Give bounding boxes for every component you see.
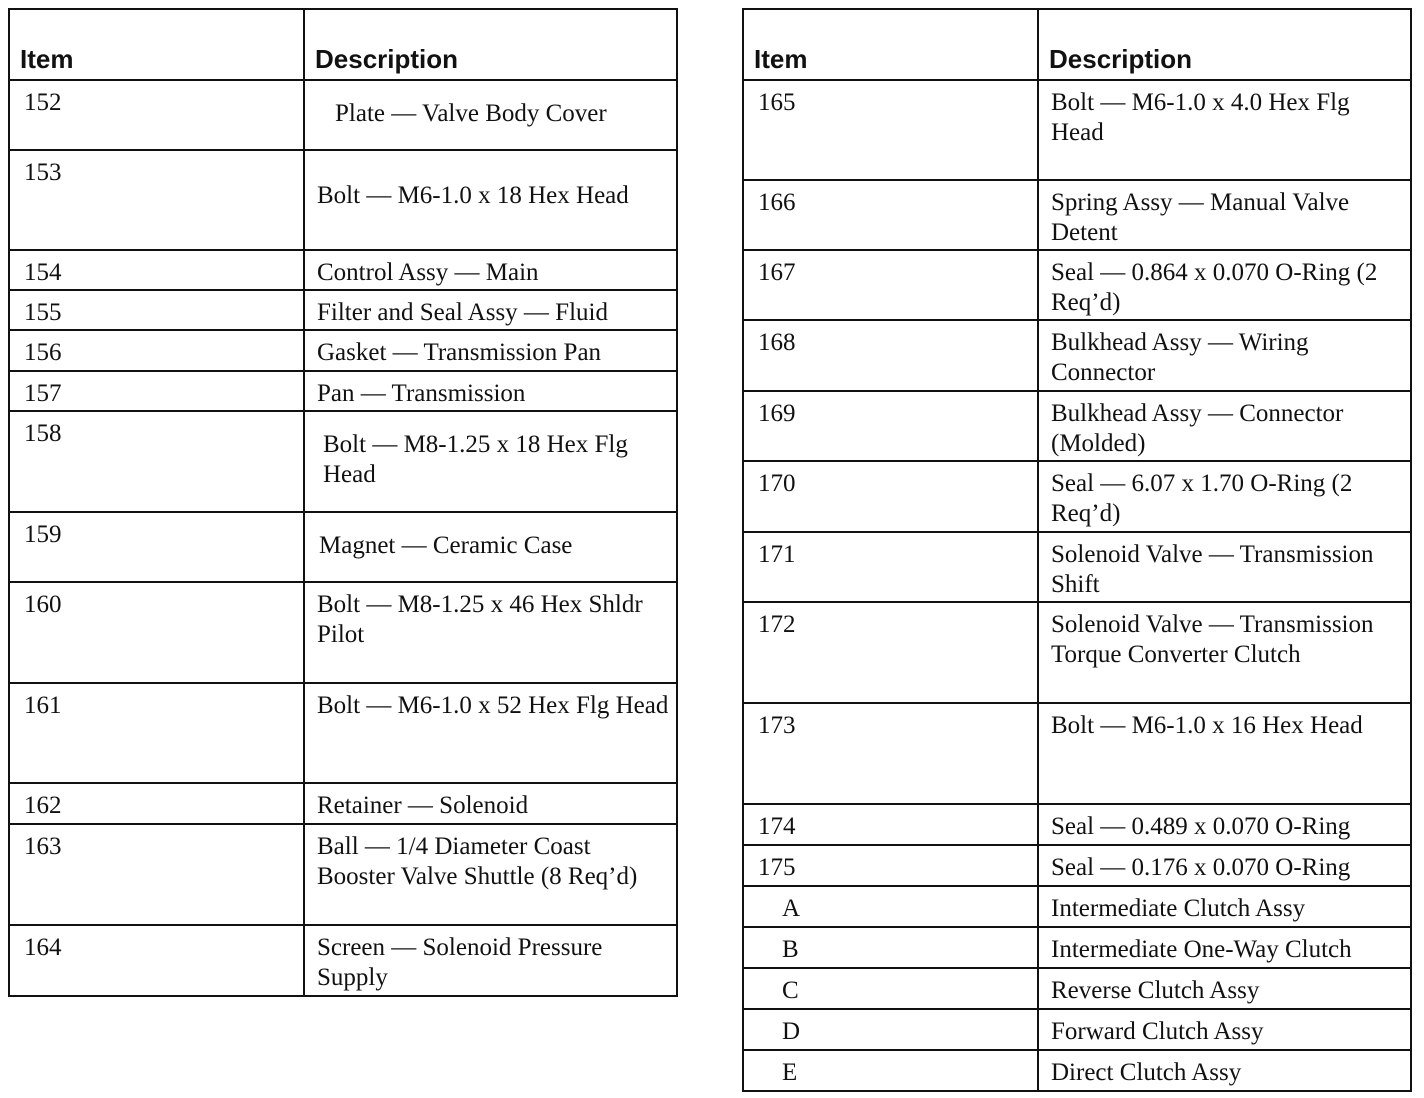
item-number: 164 xyxy=(9,925,304,996)
item-number: 169 xyxy=(743,391,1038,461)
table-row xyxy=(9,330,677,371)
item-number: 165 xyxy=(743,80,1038,180)
item-letter: D xyxy=(743,1009,1038,1050)
item-description: Direct Clutch Assy xyxy=(1038,1050,1411,1091)
column-header-item: Item xyxy=(9,9,304,80)
item-number: 167 xyxy=(743,250,1038,320)
item-number: 156 xyxy=(9,330,304,371)
item-description: Seal — 0.864 x 0.070 O-Ring (2 Req’d) xyxy=(1038,250,1411,320)
table-row xyxy=(743,968,1411,1009)
column-header-item: Item xyxy=(743,9,1038,80)
table-row xyxy=(9,411,677,512)
item-number: 161 xyxy=(9,683,304,783)
item-number: 173 xyxy=(743,703,1038,804)
item-number: 171 xyxy=(743,532,1038,602)
item-number: 153 xyxy=(9,150,304,250)
table-row xyxy=(743,1050,1411,1091)
table-row xyxy=(9,290,677,330)
item-number: 158 xyxy=(9,411,304,512)
table-row xyxy=(743,602,1411,703)
item-description: Reverse Clutch Assy xyxy=(1038,968,1411,1009)
item-description: Solenoid Valve — Transmission Shift xyxy=(1038,532,1411,602)
table-row xyxy=(743,703,1411,804)
item-number: 152 xyxy=(9,80,304,150)
item-description: Bolt — M6-1.0 x 18 Hex Head xyxy=(304,150,677,250)
table-row xyxy=(743,461,1411,532)
parts-table-left xyxy=(8,8,678,997)
table-row xyxy=(9,783,677,824)
item-number: 157 xyxy=(9,371,304,411)
item-description: Filter and Seal Assy — Fluid xyxy=(304,290,677,330)
table-row xyxy=(743,391,1411,461)
item-description: Intermediate Clutch Assy xyxy=(1038,886,1411,927)
item-number: 163 xyxy=(9,824,304,925)
item-description: Bulkhead Assy — Connector (Molded) xyxy=(1038,391,1411,461)
item-number: 162 xyxy=(9,783,304,824)
table-header-row xyxy=(9,9,677,80)
item-description: Plate — Valve Body Cover xyxy=(304,80,677,150)
table-row xyxy=(743,80,1411,180)
table-row xyxy=(743,532,1411,602)
item-description: Seal — 6.07 x 1.70 O-Ring (2 Req’d) xyxy=(1038,461,1411,532)
item-description: Forward Clutch Assy xyxy=(1038,1009,1411,1050)
table-row xyxy=(743,180,1411,250)
item-description: Screen — Solenoid Pressure Supply xyxy=(304,925,677,996)
item-description: Control Assy — Main xyxy=(304,250,677,290)
table-row xyxy=(9,250,677,290)
item-number: 168 xyxy=(743,320,1038,391)
item-number: 159 xyxy=(9,512,304,582)
table-row xyxy=(9,925,677,996)
item-number: 160 xyxy=(9,582,304,683)
item-description: Bolt — M6-1.0 x 4.0 Hex Flg Head xyxy=(1038,80,1411,180)
table-row xyxy=(9,512,677,582)
item-description: Pan — Transmission xyxy=(304,371,677,411)
item-letter: A xyxy=(743,886,1038,927)
table-row xyxy=(743,845,1411,886)
item-number: 155 xyxy=(9,290,304,330)
column-header-description: Description xyxy=(304,9,677,80)
item-description: Seal — 0.489 x 0.070 O-Ring xyxy=(1038,804,1411,845)
table-row xyxy=(9,371,677,411)
item-description: Bolt — M8-1.25 x 46 Hex Shldr Pilot xyxy=(304,582,677,683)
item-description: Solenoid Valve — Transmission Torque Converter Clutch xyxy=(1038,602,1411,703)
item-number: 175 xyxy=(743,845,1038,886)
table-row xyxy=(743,320,1411,391)
item-description: Bolt — M6-1.0 x 16 Hex Head xyxy=(1038,703,1411,804)
table-header-row xyxy=(743,9,1411,80)
item-description: Seal — 0.176 x 0.070 O-Ring xyxy=(1038,845,1411,886)
table-row xyxy=(743,886,1411,927)
item-number: 166 xyxy=(743,180,1038,250)
table-row xyxy=(9,582,677,683)
item-description: Bulkhead Assy — Wiring Connector xyxy=(1038,320,1411,391)
item-description: Gasket — Transmission Pan xyxy=(304,330,677,371)
item-description: Intermediate One-Way Clutch xyxy=(1038,927,1411,968)
item-description: Bolt — M6-1.0 x 52 Hex Flg Head xyxy=(304,683,677,783)
table-row xyxy=(743,927,1411,968)
item-letter: B xyxy=(743,927,1038,968)
parts-table-right xyxy=(742,8,1412,1092)
table-row xyxy=(9,824,677,925)
item-letter: E xyxy=(743,1050,1038,1091)
item-number: 172 xyxy=(743,602,1038,703)
item-description: Retainer — Solenoid xyxy=(304,783,677,824)
item-number: 174 xyxy=(743,804,1038,845)
item-number: 170 xyxy=(743,461,1038,532)
table-row xyxy=(743,1009,1411,1050)
table-row xyxy=(743,250,1411,320)
table-row xyxy=(9,150,677,250)
item-letter: C xyxy=(743,968,1038,1009)
item-number: 154 xyxy=(9,250,304,290)
item-description: Bolt — M8-1.25 x 18 Hex Flg Head xyxy=(304,411,677,512)
table-row xyxy=(743,804,1411,845)
table-row xyxy=(9,80,677,150)
item-description: Ball — 1/4 Diameter Coast Booster Valve Shuttle (8 Req’d) xyxy=(304,824,677,925)
item-description: Spring Assy — Manual Valve Detent xyxy=(1038,180,1411,250)
item-description: Magnet — Ceramic Case xyxy=(304,512,677,582)
column-header-description: Description xyxy=(1038,9,1411,80)
table-row xyxy=(9,683,677,783)
